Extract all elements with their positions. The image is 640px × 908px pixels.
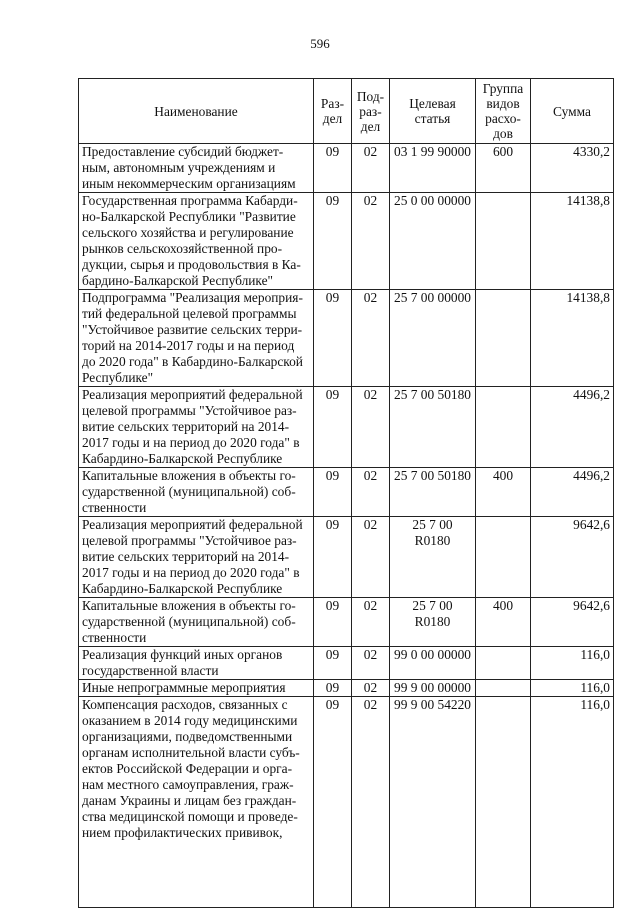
cell-amount: 116,0 [531, 680, 614, 697]
cell-section: 09 [314, 517, 352, 598]
table-row [79, 697, 614, 908]
cell-amount: 4330,2 [531, 144, 614, 193]
cell-amount: 9642,6 [531, 517, 614, 598]
cell-subsection: 02 [352, 144, 390, 193]
cell-target: 99 9 00 00000 [390, 680, 476, 697]
header-name: Наименование [79, 79, 314, 144]
cell-section: 09 [314, 680, 352, 697]
cell-target: 03 1 99 90000 [390, 144, 476, 193]
cell-subsection: 02 [352, 517, 390, 598]
table-row [79, 387, 614, 468]
table-row [79, 290, 614, 387]
table-row [79, 598, 614, 647]
cell-name: Реализация мероприятий федеральной целевой программы "Устойчивое раз- витие сельских территорий на 2014- 2017 годы и на период до 2020 года" в Кабардино-Балкарской Республике [79, 387, 314, 468]
header-expense-group: Группа видов расхо- дов [476, 79, 531, 144]
cell-target: 25 7 00 50180 [390, 387, 476, 468]
cell-section: 09 [314, 290, 352, 387]
cell-subsection: 02 [352, 697, 390, 908]
cell-subsection: 02 [352, 387, 390, 468]
header-target: Целевая статья [390, 79, 476, 144]
cell-expense-group [476, 697, 531, 908]
table-row [79, 144, 614, 193]
cell-name: Реализация функций иных органов государственной власти [79, 647, 314, 680]
table-row [79, 680, 614, 697]
header-amount: Сумма [531, 79, 614, 144]
cell-subsection: 02 [352, 290, 390, 387]
cell-name: Компенсация расходов, связанных с оказанием в 2014 году медицинскими организациями, подведомственными органам исполнительной власти субъ- ектов Российской Федерации и орга- нам местного самоуправления, граж- данам Украины и лицам без граждан- ства медицинской помощи и проведе- нием профилактических прививок, [79, 697, 314, 908]
table-row [79, 647, 614, 680]
cell-target: 99 9 00 54220 [390, 697, 476, 908]
cell-expense-group [476, 647, 531, 680]
cell-subsection: 02 [352, 680, 390, 697]
cell-subsection: 02 [352, 598, 390, 647]
cell-subsection: 02 [352, 468, 390, 517]
table-row [79, 517, 614, 598]
table-row [79, 468, 614, 517]
cell-subsection: 02 [352, 647, 390, 680]
table-header-row [79, 79, 614, 144]
cell-name: Подпрограмма "Реализация мероприя- тий федеральной целевой программы "Устойчивое развитие сельских терри- торий на 2014-2017 годы и на период до 2020 года" в Кабардино-Балкарской Республике" [79, 290, 314, 387]
cell-amount: 14138,8 [531, 193, 614, 290]
cell-section: 09 [314, 193, 352, 290]
cell-name: Государственная программа Кабарди- но-Балкарской Республики "Развитие сельского хозяйства и регулирование рынков сельскохозяйственной про- дукции, сырья и продовольствия в Ка- бардино-Балкарской Республике" [79, 193, 314, 290]
cell-target: 99 0 00 00000 [390, 647, 476, 680]
cell-section: 09 [314, 647, 352, 680]
cell-name: Реализация мероприятий федеральной целевой программы "Устойчивое раз- витие сельских территорий на 2014- 2017 годы и на период до 2020 года" в Кабардино-Балкарской Республике [79, 517, 314, 598]
cell-subsection: 02 [352, 193, 390, 290]
cell-name: Иные непрограммные мероприятия [79, 680, 314, 697]
table-row [79, 193, 614, 290]
cell-amount: 14138,8 [531, 290, 614, 387]
cell-amount: 4496,2 [531, 387, 614, 468]
cell-name: Предоставление субсидий бюджет- ным, автономным учреждениям и иным некоммерческим организациям [79, 144, 314, 193]
cell-section: 09 [314, 468, 352, 517]
cell-expense-group: 600 [476, 144, 531, 193]
cell-expense-group [476, 193, 531, 290]
header-subsection: Под- раз- дел [352, 79, 390, 144]
page-number: 596 [310, 36, 330, 51]
cell-expense-group: 400 [476, 468, 531, 517]
cell-target: 25 7 00 R0180 [390, 517, 476, 598]
cell-expense-group [476, 387, 531, 468]
cell-amount: 116,0 [531, 697, 614, 908]
cell-expense-group [476, 290, 531, 387]
cell-section: 09 [314, 144, 352, 193]
cell-amount: 116,0 [531, 647, 614, 680]
cell-name: Капитальные вложения в объекты го- сударственной (муниципальной) соб- ственности [79, 598, 314, 647]
cell-amount: 9642,6 [531, 598, 614, 647]
cell-amount: 4496,2 [531, 468, 614, 517]
budget-table [78, 78, 614, 908]
cell-expense-group [476, 680, 531, 697]
cell-section: 09 [314, 598, 352, 647]
cell-name: Капитальные вложения в объекты го- сударственной (муниципальной) соб- ственности [79, 468, 314, 517]
cell-expense-group [476, 517, 531, 598]
cell-target: 25 7 00 00000 [390, 290, 476, 387]
cell-section: 09 [314, 387, 352, 468]
cell-section: 09 [314, 697, 352, 908]
cell-target: 25 7 00 50180 [390, 468, 476, 517]
cell-expense-group: 400 [476, 598, 531, 647]
cell-target: 25 7 00 R0180 [390, 598, 476, 647]
cell-target: 25 0 00 00000 [390, 193, 476, 290]
header-section: Раз- дел [314, 79, 352, 144]
